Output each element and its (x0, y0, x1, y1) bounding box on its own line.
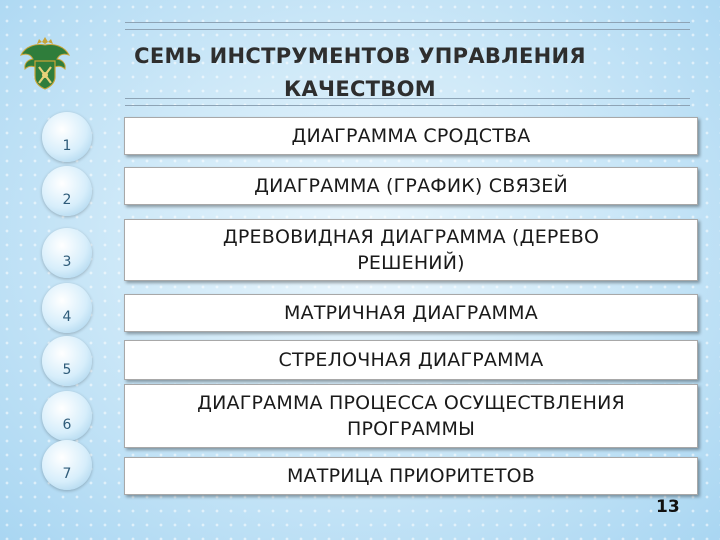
header-top-rule (125, 22, 690, 30)
tool-item-label: ДИАГРАММА СРОДСТВА (291, 125, 531, 147)
tool-item-label: ДИАГРАММА ПРОЦЕССА ОСУЩЕСТВЛЕНИЯ ПРОГРАММЫ (197, 392, 625, 440)
tool-item-label: МАТРИЧНАЯ ДИАГРАММА (284, 302, 538, 324)
item-number: 4 (62, 309, 72, 325)
tool-item-label: ДИАГРАММА (ГРАФИК) СВЯЗЕЙ (254, 175, 568, 197)
item-number: 7 (62, 466, 72, 482)
item-number-badge (42, 440, 92, 490)
tool-item-box (124, 457, 698, 495)
item-number: 5 (62, 362, 72, 378)
tool-item-box (124, 117, 698, 155)
tool-item-box (124, 294, 698, 332)
tool-item-box (124, 219, 698, 281)
slide-title-line-2: КАЧЕСТВОМ (284, 77, 436, 101)
tool-item-label: МАТРИЦА ПРИОРИТЕТОВ (286, 465, 536, 487)
item-number-badge (42, 391, 92, 441)
item-number-badge (42, 228, 92, 278)
tool-item-box (124, 384, 698, 448)
tool-item-label: СТРЕЛОЧНАЯ ДИАГРАММА (278, 349, 544, 371)
page-number: 13 (656, 497, 680, 517)
slide-title-line-1: СЕМЬ ИНСТРУМЕНТОВ УПРАВЛЕНИЯ (134, 44, 586, 68)
slide-title (130, 40, 590, 106)
tool-item-box (124, 167, 698, 205)
item-number: 6 (62, 417, 72, 433)
item-number: 1 (62, 138, 72, 154)
item-number-badge (42, 166, 92, 216)
item-number: 2 (62, 192, 72, 208)
item-number-badge (42, 112, 92, 162)
item-number: 3 (62, 254, 72, 270)
eagle-coat-of-arms-icon (17, 33, 73, 93)
item-number-badge (42, 283, 92, 333)
tool-item-label: ДРЕВОВИДНАЯ ДИАГРАММА (ДЕРЕВО РЕШЕНИЙ) (222, 226, 600, 274)
item-number-badge (42, 336, 92, 386)
tool-item-box (124, 340, 698, 380)
